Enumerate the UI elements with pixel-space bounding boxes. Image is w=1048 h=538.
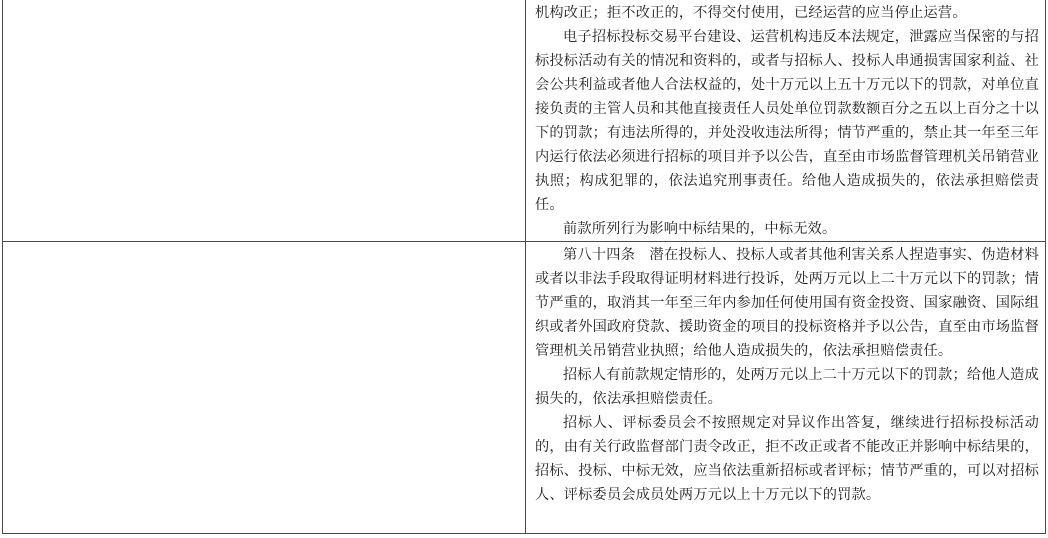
table-cell-right: [527, 0, 1045, 241]
table-cell-right: [527, 242, 1045, 533]
table-row: [3, 0, 1045, 242]
table-cell-left-empty: [3, 242, 526, 533]
article-84-paragraph: 第八十四条 潜在投标人、投标人或者其他利害关系人捏造事实、伪造材料或者以非法手段取得证明材料进行投诉，处两万元以上二十万元以下的罚款；情节严重的，取消其一年至三年内参加任何使用国有资金投资、国家融资、国际组织或者外国政府贷款、援助资金的项目的投标资格并予以公告，直至由市场监督管理机关吊销营业执照；给他人造成损失的，依法承担赔偿责任。: [535, 247, 1039, 359]
table-cell-left-empty: [3, 0, 526, 241]
paragraph: 招标人、评标委员会不按照规定对异议作出答复，继续进行招标投标活动的，由有关行政监督部门责令改正，拒不改正或者不能改正并影响中标结果的，招标、投标、中标无效，应当依法重新招标或者评标；情节严重的，可以对招标人、评标委员会成员处两万元以上十万元以下的罚款。: [535, 415, 1039, 503]
paragraph: 电子招标投标交易平台建设、运营机构违反本法规定，泄露应当保密的与招标投标活动有关的情况和资料的，或者与招标人、投标人串通损害国家利益、社会公共利益或者他人合法权益的，处十万元以上五十万元以下的罚款，对单位直接负责的主管人员和其他直接责任人员处单位罚款数额百分之五以上百分之十以下的罚款；有违法所得的，并处没收违法所得；情节严重的，禁止其一年至三年内运行依法必须进行招标的项目并予以公告，直至由市场监督管理机关吊销营业执照；构成犯罪的，依法追究刑事责任。给他人造成损失的，依法承担赔偿责任。: [535, 29, 1039, 213]
table-row: [3, 242, 1045, 533]
paragraph: 前款所列行为影响中标结果的，中标无效。: [563, 221, 837, 237]
comparison-table: [2, 0, 1046, 534]
paragraph-continuation: 机构改正；拒不改正的，不得交付使用，已经运营的应当停止运营。: [535, 5, 967, 21]
paragraph: 招标人有前款规定情形的，处两万元以上二十万元以下的罚款；给他人造成损失的，依法承担赔偿责任。: [535, 367, 1039, 407]
